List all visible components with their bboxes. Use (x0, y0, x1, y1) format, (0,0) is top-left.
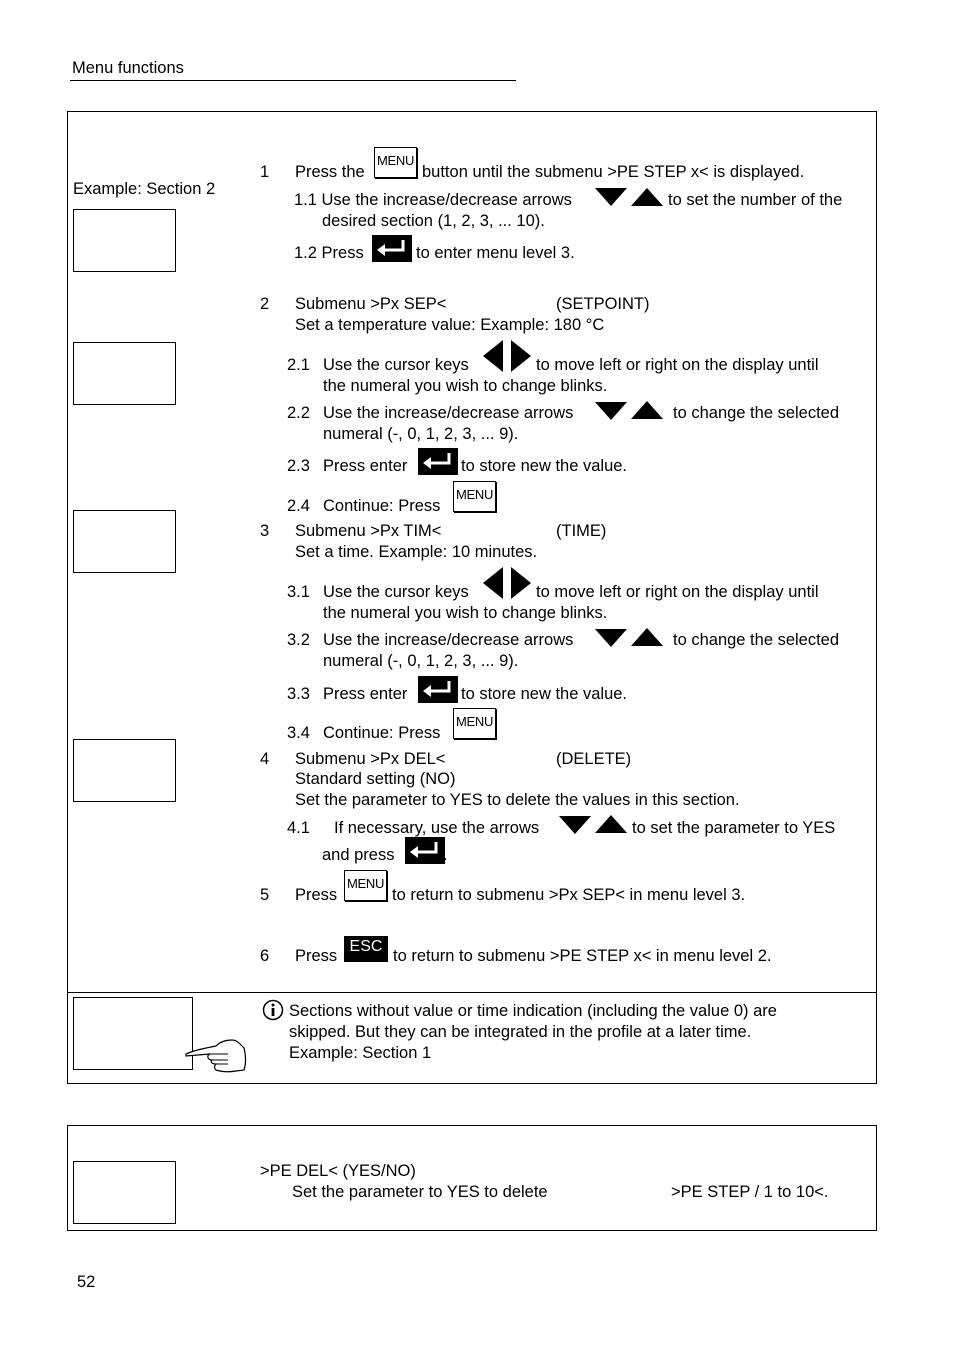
step-2-2-text-line2: numeral (-, 0, 1, 2, 3, ... 9). (323, 425, 519, 443)
note-line-1: Sections without value or time indication (including the value 0) are (289, 1002, 777, 1020)
step-2-3-text-end: to store new the value. (461, 457, 628, 475)
step-2-1-text: Use the cursor keys (323, 356, 469, 374)
header-rule (70, 80, 516, 81)
step-2-4-number: 2.4 (287, 497, 310, 515)
esc-key-icon: ESC (344, 936, 388, 962)
step-5-text: Press (295, 886, 338, 904)
step-2-number: 2 (260, 295, 270, 313)
step-3-1-text-end: to move left or right on the display until (536, 583, 819, 601)
step-3-desc: Set a time. Example: 10 minutes. (295, 543, 538, 561)
step-3-1-number: 3.1 (287, 583, 310, 601)
display-image-2 (73, 342, 176, 405)
step-3-4-text: Continue: Press (323, 724, 441, 742)
display-image-3 (73, 510, 176, 573)
menu-key-icon: MENU (344, 870, 387, 901)
step-3-1-text-line2: the numeral you wish to change blinks. (323, 604, 608, 622)
step-5-number: 5 (260, 886, 270, 904)
cursor-left-icon (483, 340, 503, 372)
step-4-number: 4 (260, 750, 270, 768)
display-image-6 (73, 1161, 176, 1224)
display-image-4 (73, 739, 176, 802)
enter-key-icon (372, 235, 412, 262)
note-line-3: Example: Section 1 (289, 1044, 432, 1062)
step-2-tag: (SETPOINT) (556, 295, 650, 313)
step-3-2-number: 3.2 (287, 631, 310, 649)
cursor-left-icon (483, 567, 503, 599)
step-3-3-number: 3.3 (287, 685, 310, 703)
step-3-2-text-end: to change the selected (673, 631, 840, 649)
step-2-1-text-end: to move left or right on the display until (536, 356, 819, 374)
step-5-text-end: to return to submenu >Px SEP< in menu level 3. (392, 886, 746, 904)
cursor-right-icon (511, 340, 531, 372)
note-divider (67, 992, 877, 993)
arrow-up-icon (631, 188, 663, 208)
step-6-text: Press (295, 947, 338, 965)
box2-desc-right: >PE STEP / 1 to 10<. (671, 1183, 829, 1201)
arrow-down-icon (595, 402, 627, 422)
step-2-2-number: 2.2 (287, 404, 310, 422)
step-4-tag: (DELETE) (556, 750, 632, 768)
box2-title: >PE DEL< (YES/NO) (260, 1162, 416, 1180)
step-3-number: 3 (260, 522, 270, 540)
header-title: Menu functions (72, 59, 184, 77)
menu-key-icon: MENU (453, 481, 496, 512)
step-4-1-text-end: to set the parameter to YES (632, 819, 836, 837)
delete-profile-frame (67, 1125, 877, 1231)
step-2-desc: Set a temperature value: Example: 180 °C (295, 316, 605, 334)
enter-key-icon (418, 448, 458, 475)
step-4-1-period: . (443, 846, 448, 864)
step-1-1-text-line2: desired section (1, 2, 3, ... 10). (322, 212, 545, 230)
step-4-desc-2: Set the parameter to YES to delete the values in this section. (295, 791, 740, 809)
step-4-1-text-line2: and press (322, 846, 395, 864)
step-2-2-text: Use the increase/decrease arrows (323, 404, 574, 422)
step-3-2-text: Use the increase/decrease arrows (323, 631, 574, 649)
info-icon (262, 999, 284, 1021)
step-3-title: Submenu >Px TIM< (295, 522, 442, 540)
example-label: Example: Section 2 (73, 180, 216, 198)
step-3-tag: (TIME) (556, 522, 607, 540)
display-image-5 (73, 997, 193, 1070)
menu-key-icon: MENU (453, 708, 496, 739)
step-1-1-text: 1.1 Use the increase/decrease arrows (294, 191, 572, 209)
step-4-desc-1: Standard setting (NO) (295, 770, 456, 788)
pointing-hand-icon (184, 1034, 248, 1074)
step-1-2-text: 1.2 Press (294, 244, 364, 262)
step-2-title: Submenu >Px SEP< (295, 295, 447, 313)
enter-key-icon (405, 837, 445, 864)
step-1-text-end: button until the submenu >PE STEP x< is displayed. (422, 163, 805, 181)
step-1-1-text-end: to set the number of the (668, 191, 843, 209)
cursor-right-icon (511, 567, 531, 599)
arrow-up-icon (631, 401, 663, 421)
enter-key-icon (418, 676, 458, 703)
step-1-text: Press the (295, 163, 365, 181)
display-image-1 (73, 209, 176, 272)
note-line-2: skipped. But they can be integrated in the profile at a later time. (289, 1023, 752, 1041)
step-1-2-text-end: to enter menu level 3. (416, 244, 575, 262)
step-4-1-text: If necessary, use the arrows (334, 819, 540, 837)
step-2-2-text-end: to change the selected (673, 404, 840, 422)
menu-key-icon: MENU (374, 147, 417, 178)
step-6-number: 6 (260, 947, 270, 965)
arrow-down-icon (595, 629, 627, 649)
step-2-4-text: Continue: Press (323, 497, 441, 515)
step-3-3-text: Press enter (323, 685, 408, 703)
step-3-4-number: 3.4 (287, 724, 310, 742)
step-2-1-text-line2: the numeral you wish to change blinks. (323, 377, 608, 395)
step-3-3-text-end: to store new the value. (461, 685, 628, 703)
step-3-2-text-line2: numeral (-, 0, 1, 2, 3, ... 9). (323, 652, 519, 670)
arrow-down-icon (559, 816, 591, 836)
step-6-text-end: to return to submenu >PE STEP x< in menu level 2. (393, 947, 772, 965)
step-2-3-text: Press enter (323, 457, 408, 475)
step-3-1-text: Use the cursor keys (323, 583, 469, 601)
box2-desc: Set the parameter to YES to delete (292, 1183, 548, 1201)
arrow-up-icon (631, 628, 663, 648)
step-2-1-number: 2.1 (287, 356, 310, 374)
step-1-number: 1 (260, 163, 270, 181)
step-4-1-number: 4.1 (287, 819, 310, 837)
arrow-down-icon (595, 188, 627, 208)
arrow-up-icon (595, 815, 627, 835)
page-number: 52 (77, 1273, 96, 1291)
step-4-title: Submenu >Px DEL< (295, 750, 446, 768)
step-2-3-number: 2.3 (287, 457, 310, 475)
